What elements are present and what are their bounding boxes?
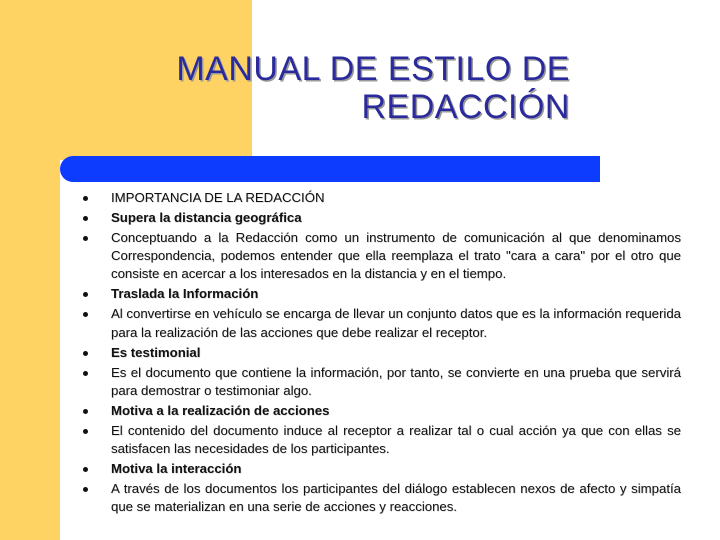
bullet-text: Conceptuando a la Redacción como un instrumento de comunicación al que denominamos Correspondencia, podemos entender que ella reemplaza el trato "cara a cara" por el otro que consiste en acercar a los interesados en la distancia y en el tiempo. — [111, 230, 681, 282]
bullet-item — [83, 480, 681, 516]
bullet-text: A través de los documentos los participantes del diálogo establecen nexos de afecto y simpatía que se materializan en una serie de acciones y reacciones. — [111, 481, 681, 515]
bullet-dot-icon — [83, 429, 88, 434]
bullet-text: Supera la distancia geográfica — [111, 210, 302, 225]
slide-title-line2: REDACCIÓN — [361, 88, 570, 126]
bullet-item — [83, 402, 681, 420]
bullet-text: Traslada la Información — [111, 286, 259, 302]
bullet-item — [83, 305, 681, 341]
bullet-text: Motiva a la realización de acciones — [111, 402, 330, 418]
bullet-item — [83, 422, 681, 458]
blue-divider-bar — [60, 156, 600, 182]
bullet-list — [83, 189, 681, 518]
slide-title-line1: MANUAL DE ESTILO DE — [176, 50, 570, 88]
yellow-accent-strip — [0, 160, 60, 540]
bullet-text: El contenido del documento induce al receptor a realizar tal o cual acción ya que con ellas se satisfacen las necesidades de los participantes. — [111, 422, 681, 457]
bullet-item — [83, 285, 681, 303]
bullet-dot-icon — [83, 487, 88, 492]
bullet-item — [83, 189, 681, 207]
bullet-dot-icon — [83, 216, 88, 221]
bullet-item — [83, 229, 681, 284]
bullet-dot-icon — [83, 371, 88, 376]
bullet-text: Motiva la interacción — [111, 461, 242, 477]
bullet-item — [83, 209, 681, 227]
bullet-dot-icon — [83, 292, 88, 297]
bullet-item — [83, 460, 681, 478]
bullet-text: Es testimonial — [111, 344, 201, 360]
bullet-dot-icon — [83, 196, 88, 201]
bullet-dot-icon — [83, 236, 88, 241]
bullet-text: Al convertirse en vehículo se encarga de llevar un conjunto datos que es la información requerida para la realización de las acciones que debe realizar el receptor. — [111, 306, 681, 340]
bullet-dot-icon — [83, 351, 88, 356]
bullet-item — [83, 364, 681, 400]
slide-title — [100, 50, 570, 126]
bullet-dot-icon — [83, 409, 88, 414]
bullet-dot-icon — [83, 312, 88, 317]
bullet-text: IMPORTANCIA DE LA REDACCIÓN — [111, 190, 325, 205]
bullet-dot-icon — [83, 467, 88, 472]
bullet-item — [83, 344, 681, 362]
bullet-text: Es el documento que contiene la información, por tanto, se convierte en una prueba que servirá para demostrar o testimoniar algo. — [111, 364, 681, 398]
